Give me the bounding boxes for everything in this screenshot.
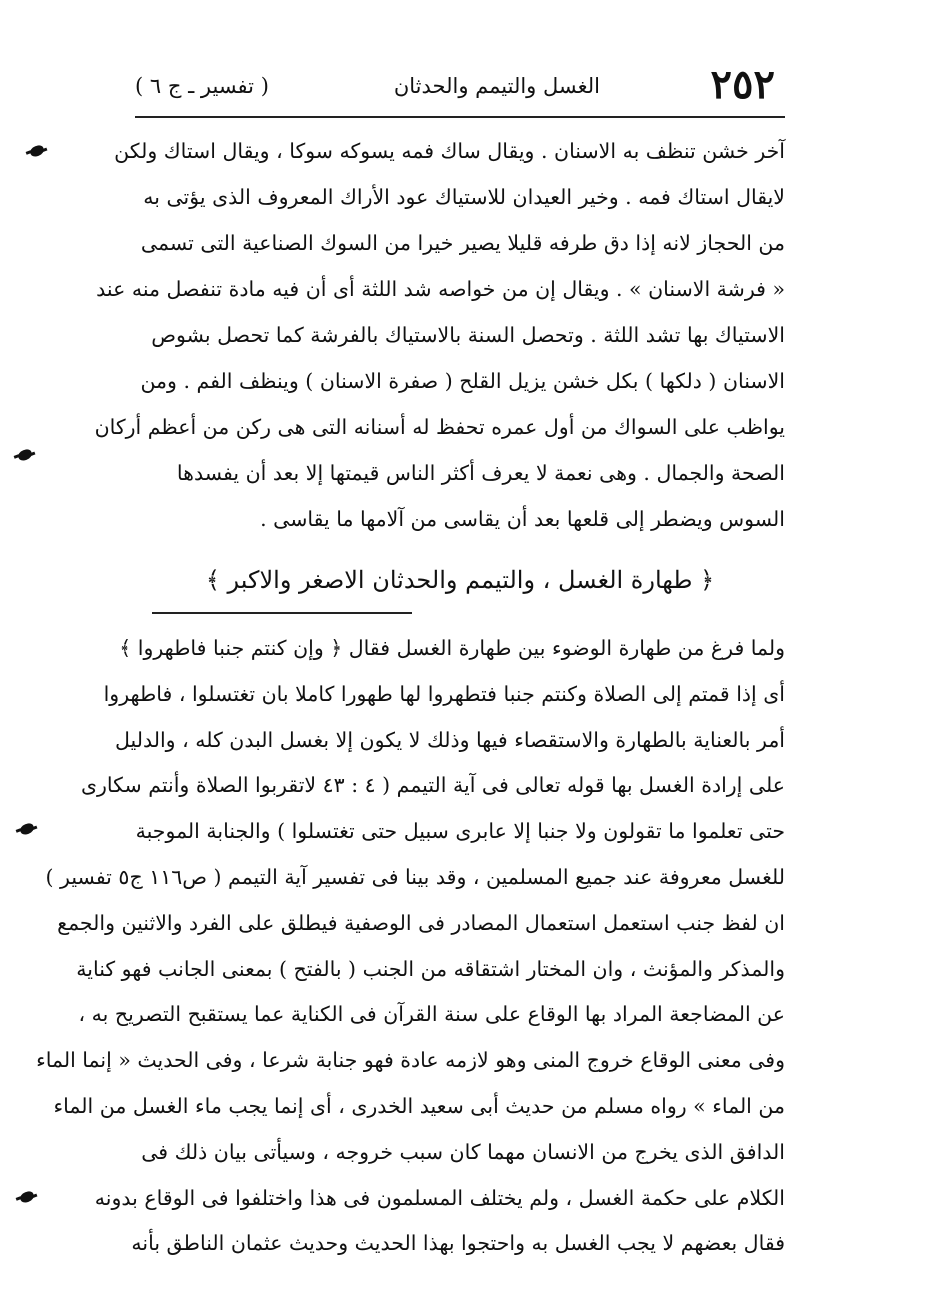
scan-hole-mark: [29, 144, 46, 158]
running-title: الغسل والتيمم والحدثان: [393, 74, 600, 98]
text-line: أمر بالعناية بالطهارة والاستقصاء فيها وذلك لا يكون إلا بغسل البدن كله ، والدليل: [115, 727, 785, 752]
text-line: الصحة والجمال . وهى نعمة لا يعرف أكثر الناس قيمتها إلا بعد أن يفسدها: [176, 461, 785, 485]
text-line: والمذكر والمؤنث ، وان المختار اشتقاقه من الجنب ( بالفتح ) بمعنى الجانب فهو كناية: [76, 956, 785, 981]
text-line: ولما فرغ من طهارة الوضوء بين طهارة الغسل فقال ﴿ وإن كنتم جنبا فاطهروا ﴾: [119, 636, 785, 660]
text-line: وفى معنى الوقاع خروج المنى وهو لازمه عادة فهو جنابة شرعا ، وفى الحديث « إنما الماء: [36, 1048, 785, 1073]
text-line: الاسنان ( دلكها ) بكل خشن يزيل القلح ( صفرة الاسنان ) وينظف الفم . ومن: [140, 369, 785, 393]
bottom-paragraph: [36, 626, 785, 1267]
text-line: يواظب على السواك من أول عمره تحفظ له أسنانه التى هى ركن من أعظم أركان: [94, 415, 785, 439]
text-line: آخر خشن تنظف به الاسنان . ويقال ساك فمه يسوكه سوكا ، ويقال استاك ولكن: [114, 139, 785, 163]
text-line: أى إذا قمتم إلى الصلاة وكنتم جنبا فتطهروا لها طهورا كاملا بان تغتسلوا ، فاطهروا: [103, 681, 785, 706]
text-line: حتى تعلموا ما تقولون ولا جنبا إلا عابرى سبيل حتى تغتسلوا ) والجنابة الموجبة: [135, 819, 785, 844]
page-header: [135, 62, 775, 112]
scan-hole-mark: [17, 448, 34, 462]
scan-hole-mark: [19, 1190, 36, 1204]
text-line: ان لفظ جنب استعمل استعمال المصادر فى الوصفية فيطلق على الفرد والاثنين والجمع: [57, 910, 785, 935]
text-line: على إرادة الغسل بها قوله تعالى فى آية التيمم ( ٤ : ٤٣ لاتقربوا الصلاة وأنتم سكارى: [80, 773, 785, 798]
text-line: الاستياك بها تشد اللثة . وتحصل السنة بالاستياك بالفرشة كما تحصل بشوص: [151, 323, 785, 347]
text-line: من الحجاز لانه إذا دق طرفه قليلا يصير خيرا من السوك الصناعية التى تسمى: [140, 231, 785, 255]
text-line: عن المضاجعة المراد بها الوقاع على سنة القرآن فى الكناية عما يستقبح التصريح به ،: [78, 1002, 785, 1027]
header-rule: [135, 116, 785, 118]
section-divider: [152, 612, 412, 614]
section-heading: ﴿ طهارة الغسل ، والتيمم والحدثان الاصغر والاكبر ﴾: [205, 566, 715, 594]
text-line: الدافق الذى يخرج من الانسان مهما كان سبب خروجه ، وسيأتى بيان ذلك فى: [141, 1139, 785, 1164]
text-line: للغسل معروفة عند جميع المسلمين ، وقد بينا فى تفسير آية التيمم ( ص١١٦ ج٥ تفسير ): [45, 864, 785, 889]
text-line: من الماء » رواه مسلم من حديث أبى سعيد الخدرى ، أى إنما يجب ماء الغسل من الماء: [53, 1093, 785, 1118]
text-line: « فرشة الاسنان » . ويقال إن من خواصه شد اللثة أى أن فيه مادة تنفصل منه عند: [96, 277, 785, 301]
text-line: فقال بعضهم لا يجب الغسل به واحتجوا بهذا الحديث وحديث عثمان الناطق بأنه: [131, 1231, 785, 1256]
text-line: لايقال استاك فمه . وخير العيدان للاستياك عود الأراك المعروف الذى يؤتى به: [143, 185, 785, 209]
scan-hole-mark: [19, 822, 36, 836]
page-number: ٢٥٢: [710, 61, 775, 108]
section-reference: ( تفسير ـ ج ٦ ): [135, 74, 269, 98]
text-line: السوس ويضطر إلى قلعها بعد أن يقاسى من آلامها ما يقاسى .: [260, 507, 785, 531]
top-paragraph: [94, 128, 785, 542]
text-line: الكلام على حكمة الغسل ، ولم يختلف المسلمون فى هذا واختلفوا فى الوقاع بدونه: [94, 1185, 785, 1210]
